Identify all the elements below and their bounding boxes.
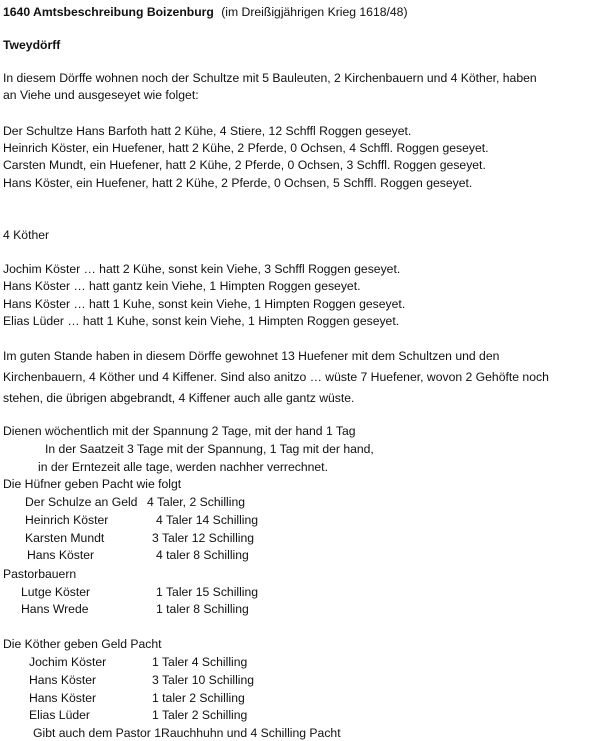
pacht-name: Hans Wrede <box>21 602 89 616</box>
pacht-amount: 4 taler 8 Schilling <box>156 548 249 562</box>
koether-entry: Jochim Köster … hatt 2 Kühe, sonst kein Viehe, 3 Schffl Roggen geseyet. <box>3 262 401 276</box>
pacht-name: Heinrich Köster <box>25 513 109 527</box>
village-name: Tweydörff <box>3 38 61 52</box>
pacht-amount: 1 Taler 4 Schilling <box>152 655 248 669</box>
pacht-amount: 1 Taler 2 Schilling <box>152 708 248 722</box>
pacht-amount: 3 Taler 12 Schilling <box>152 531 255 545</box>
pastor-heading: Pastorbauern <box>3 567 77 581</box>
pacht-name: Hans Köster <box>27 548 95 562</box>
dienen-line: Dienen wöchentlich mit der Spannung 2 Tage, mit der hand 1 Tag <box>3 424 356 438</box>
paragraph-line: Im guten Stande haben in diesem Dörffe gewohnet 13 Huefener mit dem Schultzen und den <box>3 349 500 363</box>
huefener-entry: Hans Köster, ein Huefener, hatt 2 Kühe, 2 Pferde, 0 Ochsen, 5 Schffl. Roggen geseyet. <box>3 176 473 190</box>
huefener-entry: Heinrich Köster, ein Huefener, hatt 2 Kühe, 2 Pferde, 0 Ochsen, 4 Schffl. Roggen geseyet. <box>3 141 489 155</box>
huefner-pacht-heading: Die Hüfner geben Pacht wie folgt <box>3 477 182 491</box>
pacht-name: Hans Köster <box>29 691 97 705</box>
pacht-amount: 4 Taler, 2 Schilling <box>147 495 246 509</box>
intro-line-1: In diesem Dörffe wohnen noch der Schultze mit 5 Bauleuten, 2 Kirchenbauern und 4 Köther, haben <box>3 71 537 85</box>
document-title: 1640 Amtsbeschreibung Boizenburg <box>3 5 214 19</box>
koether-heading: 4 Köther <box>3 228 50 242</box>
pacht-amount: 1 taler 2 Schilling <box>152 691 245 705</box>
pacht-name: Jochim Köster <box>29 655 107 669</box>
pacht-amount: 1 taler 8 Schilling <box>156 602 249 616</box>
intro-line-2: an Viehe und ausgeseyet wie folget: <box>3 88 199 102</box>
document-subtitle: (im Dreißigjährigen Krieg 1618/48) <box>221 5 408 19</box>
pacht-amount: 4 Taler 14 Schilling <box>156 513 259 527</box>
pacht-amount: 1 Taler 15 Schilling <box>156 585 259 599</box>
dienen-line: in der Erntezeit alle tage, werden nachher verrechnet. <box>38 460 328 474</box>
pacht-name: Der Schulze an Geld <box>25 495 138 509</box>
pacht-name: Hans Köster <box>29 673 97 687</box>
dienen-line: In der Saatzeit 3 Tage mit der Spannung, 1 Tag mit der hand, <box>45 442 374 456</box>
koether-entry: Elias Lüder … hatt 1 Kuhe, sonst kein Viehe, 1 Himpten Roggen geseyet. <box>3 314 400 328</box>
paragraph-line: stehen, die übrigen abgebrandt, 4 Kiffener auch alle gantz wüste. <box>3 391 355 405</box>
koether-entry: Hans Köster … hatt gantz kein Viehe, 1 Himpten Roggen geseyet. <box>3 279 361 293</box>
huefener-entry: Der Schultze Hans Barfoth hatt 2 Kühe, 4 Stiere, 12 Schffl Roggen geseyet. <box>3 124 412 138</box>
huefener-entry: Carsten Mundt, ein Huefener, hatt 2 Kühe, 2 Pferde, 0 Ochsen, 3 Schffl. Roggen geseyet. <box>3 158 486 172</box>
koether-entry: Hans Köster … hatt 1 Kuhe, sonst kein Viehe, 1 Himpten Roggen geseyet. <box>3 297 406 311</box>
pacht-name: Elias Lüder <box>29 708 90 722</box>
paragraph-line: Kirchenbauern, 4 Köther und 4 Kiffener. Sind also anitzo … wüste 7 Huefener, wovon 2 Gehöfte noch <box>3 370 549 384</box>
pacht-amount: 3 Taler 10 Schilling <box>152 673 255 687</box>
koether-pacht-heading: Die Köther geben Geld Pacht <box>3 637 162 651</box>
pacht-name: Karsten Mundt <box>25 531 105 545</box>
pacht-name: Lutge Köster <box>21 585 91 599</box>
closing-line: Gibt auch dem Pastor 1Rauchhuhn und 4 Schilling Pacht <box>33 726 341 740</box>
document-header <box>3 5 408 19</box>
